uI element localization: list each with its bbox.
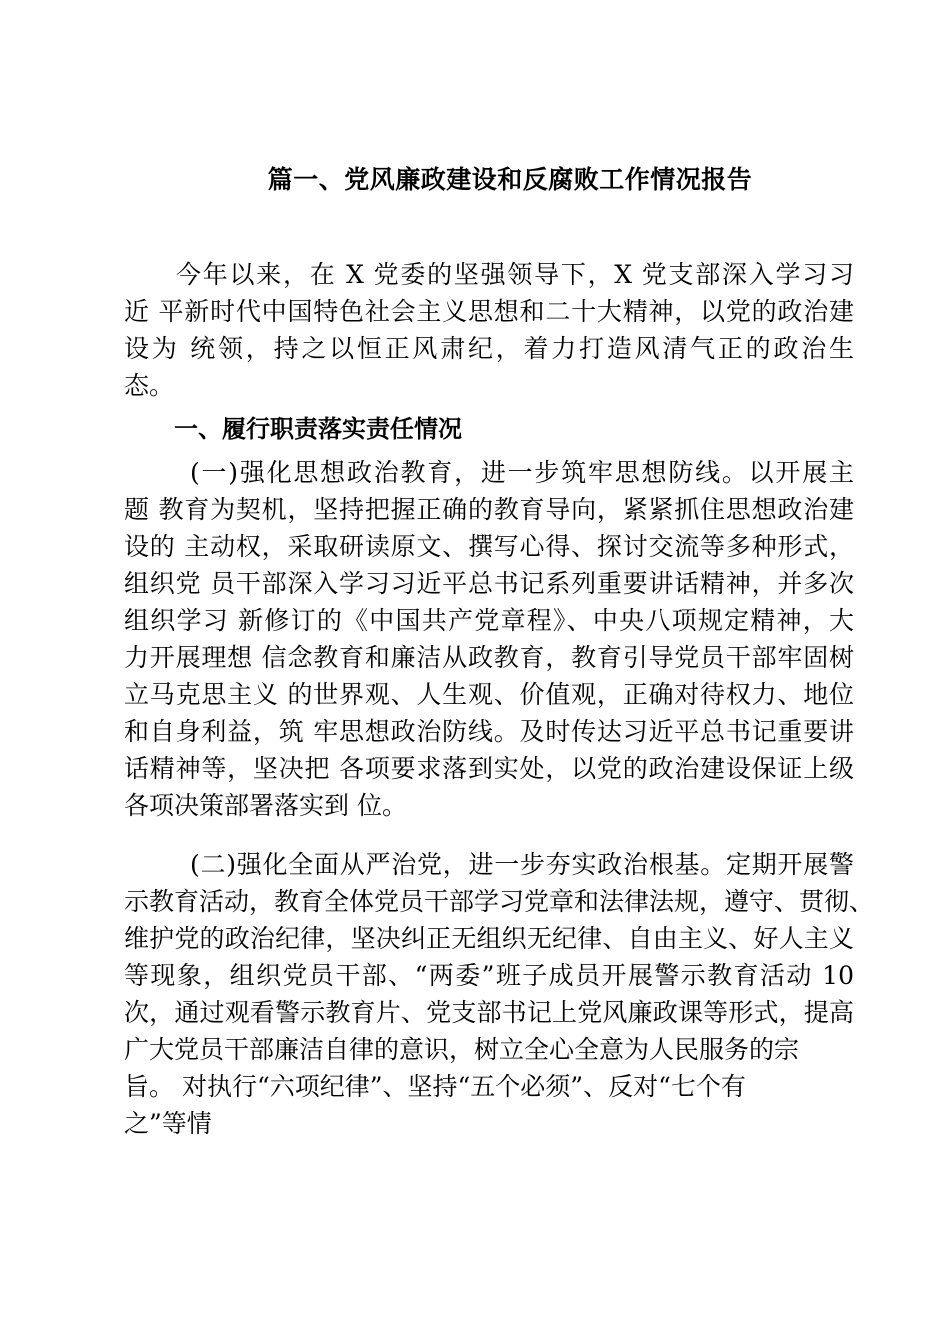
paragraph-line: 和自身利益，筑 牢思想政治防线。及时传达习近平总书记重要讲 bbox=[124, 717, 854, 746]
paragraph-line: 示教育活动，教育全体党员干部学习党章和法律法规，遵守、贯彻、 bbox=[124, 887, 875, 916]
paragraph-line: (一)强化思想政治教育，进一步筑牢思想防线。以开展主 bbox=[190, 458, 854, 487]
paragraph-line: 近 平新时代中国特色社会主义思想和二十大精神，以党的政治建 bbox=[124, 297, 854, 326]
paragraph-line: 力开展理想 信念教育和廉洁从政教育，教育引导党员干部牢固树 bbox=[124, 643, 854, 672]
paragraph-line: 各项决策部署落实到 位。 bbox=[124, 791, 407, 820]
paragraph-two bbox=[124, 846, 875, 1142]
paragraph-line: 等现象，组织党员干部、“两委”班子成员开展警示教育活动 10 bbox=[124, 961, 854, 990]
paragraph-line: 题 教育为契机，坚持把握正确的教育导向，紧紧抓住思想政治建 bbox=[124, 495, 854, 524]
document-title: 篇一、党风廉政建设和反腐败工作情况报告 bbox=[267, 165, 753, 194]
paragraph-line: 组织学习 新修订的《中国共产党章程》、中央八项规定精神，大 bbox=[124, 606, 854, 635]
paragraph-line: 旨。 对执行“六项纪律”、坚持“五个必须”、反对“七个有 bbox=[124, 1072, 746, 1101]
paragraph-line: 维护党的政治纪律，坚决纠正无组织无纪律、自由主义、好人主义 bbox=[124, 924, 854, 953]
paragraph-line: 之”等情 bbox=[124, 1109, 212, 1138]
paragraph-line: 次，通过观看警示教育片、党支部书记上党风廉政课等形式，提高 bbox=[124, 998, 854, 1027]
paragraph-line: 组织党 员干部深入学习习近平总书记系列重要讲话精神，并多次 bbox=[124, 569, 854, 598]
paragraph-line: 态。 bbox=[124, 371, 175, 400]
paragraph-line: 设为 统领，持之以恒正风肃纪，着力打造风清气正的政治生 bbox=[124, 334, 854, 363]
paragraph-line: (二)强化全面从严治党，进一步夯实政治根基。定期开展警 bbox=[190, 850, 854, 879]
paragraph-line: 广大党员干部廉洁自律的意识，树立全心全意为人民服务的宗 bbox=[124, 1035, 800, 1064]
intro-paragraph bbox=[124, 256, 854, 404]
paragraph-line: 今年以来，在 X 党委的坚强领导下，X 党支部深入学习习 bbox=[176, 260, 854, 289]
paragraph-line: 设的 主动权，采取研读原文、撰写心得、探讨交流等多种形式， bbox=[124, 532, 854, 561]
paragraph-line: 立马克思主义 的世界观、人生观、价值观，正确对待权力、地位 bbox=[124, 680, 854, 709]
section-heading: 一、履行职责落实责任情况 bbox=[174, 415, 462, 443]
paragraph-line: 话精神等，坚决把 各项要求落到实处，以党的政治建设保证上级 bbox=[124, 754, 854, 783]
paragraph-one bbox=[124, 454, 854, 824]
